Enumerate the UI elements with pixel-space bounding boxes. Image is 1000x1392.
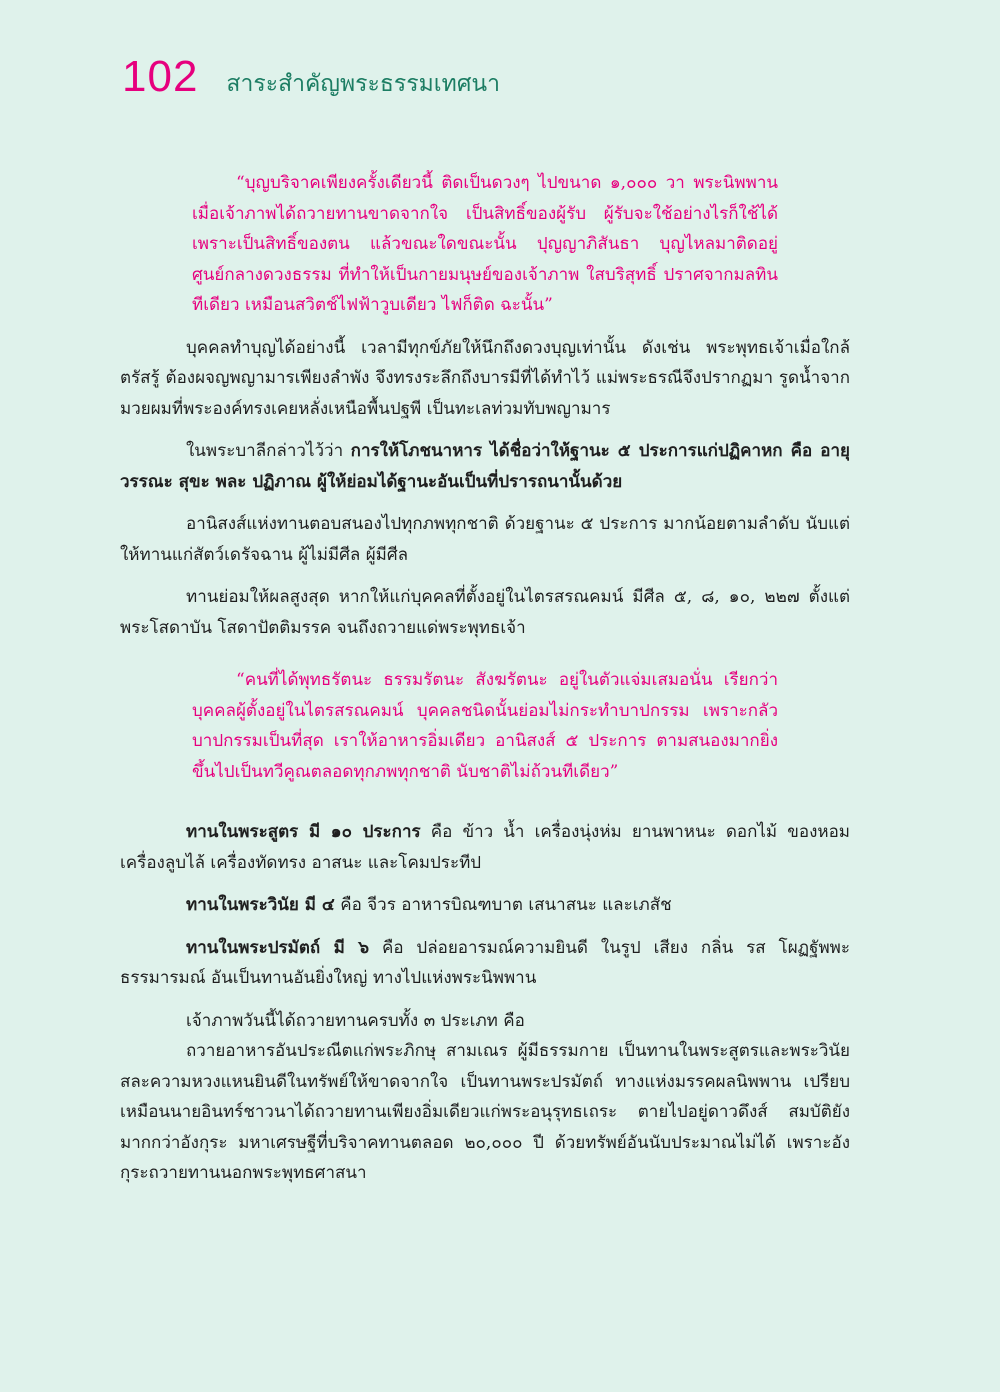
quote-text: “บุญบริจาคเพียงครั้งเดียวนี้ ติดเป็นดวงๆ ไปขนาด ๑,๐๐๐ วา พระนิพพาน เมื่อเจ้าภาพได้ถวายทานขาดจากใจ เป็นสิทธิ์ของผู้รับ ผู้รับจะใช้อย่างไรก็ใช้ได้ เพราะเป็นสิทธิ์ของตน แล้วขณะใดขณะนั้น ปุญญาภิสันธา บุญไหลมาติดอยู่ ศูนย์กลางดวงธรรม ที่ทำให้เป็นกายมนุษย์ของเจ้าภาพ ใสบริสุทธิ์ ปราศจากมลทิน ทีเดียว เหมือนสวิตช์ไฟฟ้าวูบเดียว ไฟก็ติด ฉะนั้น” [192, 173, 778, 315]
body-paragraph: ถวายอาหารอันประณีตแก่พระภิกษุ สามเณร ผู้มีธรรมกาย เป็นทานในพระสูตรและพระวินัย สละความหวงแหนยินดีในทรัพย์ให้ขาดจากใจ เป็นทานพระปรมัตถ์ ทางแห่งมรรคผลนิพพาน เปรียบเหมือนนายอินทร์ชาวนาได้ถวายทานเพียงอิ่มเดียวแก่พระอนุรุทธเถระ ตายไปอยู่ดาวดึงส์ สมบัติยังมากกว่าอังกุระ มหาเศรษฐีที่บริจาคทานตลอด ๒๐,๐๐๐ ปี ด้วยทรัพย์อันนับประมาณไม่ได้ เพราะอังกุระถวายทานนอกพระพุทธศาสนา [120, 1041, 850, 1183]
body-paragraph: บุคคลทำบุญได้อย่างนี้ เวลามีทุกข์ภัยให้นึกถึงดวงบุญเท่านั้น ดังเช่น พระพุทธเจ้าเมื่อใกล้ตรัสรู้ ต้องผจญพญามารเพียงลำพัง จึงทรงระลึกถึงบารมีที่ได้ทำไว้ แม่พระธรณีจึงปรากฏมา รูดน้ำจากมวยผมที่พระองค์ทรงเคยหลั่งเหนือพื้นปฐพี เป็นทะเลท่วมทับพญามาร [120, 337, 850, 419]
body-paragraph [120, 436, 850, 497]
paragraph-rest: คือ ปล่อยอารมณ์ความยินดี ในรูป เสียง กลิ่น รส โผฏฐัพพะ ธรรมารมณ์ อันเป็นทานอันยิ่งใหญ่ ทางไปแห่งพระนิพพาน [120, 937, 850, 988]
paragraph-rest: คือ ข้าว น้ำ เครื่องนุ่งห่ม ยานพาหนะ ดอกไม้ ของหอม เครื่องลูบไล้ เครื่องทัดทรง อาสนะ และโคมประทีป [120, 822, 850, 873]
body-paragraph [120, 817, 850, 878]
body-paragraph [120, 890, 850, 921]
page-number: 102 [122, 52, 199, 101]
page-header [122, 52, 500, 102]
bold-heading: ทานในพระวินัย มี ๔ [186, 895, 335, 915]
section-spacer [120, 799, 850, 817]
bold-heading: ทานในพระสูตร มี ๑๐ ประการ [186, 822, 421, 842]
page-body [120, 168, 850, 1201]
bold-heading: ทานในพระปรมัตถ์ มี ๖ [186, 937, 370, 958]
running-title: สาระสำคัญพระธรรมเทศนา [226, 70, 501, 96]
bold-statement: การให้โภชนาหาร ได้ชื่อว่าให้ฐานะ ๕ ประการแก่ปฏิคาหก คือ อายุ วรรณะ สุขะ พละ ปฏิภาณ ผู้ให้ย่อมได้ฐานะอันเป็นที่ปรารถนานั้นด้วย [120, 441, 850, 492]
body-paragraph [120, 933, 850, 994]
paragraph-rest: คือ จีวร อาหารบิณฑบาต เสนาสนะ และเภสัช [334, 895, 672, 915]
quote-block [192, 665, 778, 787]
body-paragraph: เจ้าภาพวันนี้ได้ถวายทานครบทั้ง ๓ ประเภท คือ [186, 1010, 525, 1031]
paragraph-lead: ในพระบาลีกล่าวไว้ว่า [186, 441, 351, 461]
quote-text: “คนที่ได้พุทธรัตนะ ธรรมรัตนะ สังฆรัตนะ อยู่ในตัวแจ่มเสมอนั่น เรียกว่า บุคคลผู้ตั้งอยู่ในไตรสรณคมน์ บุคคลชนิดนั้นย่อมไม่กระทำบาปกรรม เพราะกลัวบาปกรรมเป็นที่สุด เราให้อาหารอิ่มเดียว อานิสงส์ ๕ ประการ ตามสนองมากยิ่งขึ้นไปเป็นทวีคูณตลอดทุกภพทุกชาติ นับชาติไม่ถ้วนทีเดียว” [192, 670, 778, 782]
quote-block [192, 168, 778, 321]
body-paragraph: อานิสงส์แห่งทานตอบสนองไปทุกภพทุกชาติ ด้วยฐานะ ๕ ประการ มากน้อยตามลำดับ นับแต่ให้ทานแก่สัตว์เดรัจฉาน ผู้ไม่มีศีล ผู้มีศีล [120, 514, 850, 565]
body-paragraph: ทานย่อมให้ผลสูงสุด หากให้แก่บุคคลที่ตั้งอยู่ในไตรสรณคมน์ มีศีล ๕, ๘, ๑๐, ๒๒๗ ตั้งแต่พระโสดาบัน โสดาปัตติมรรค จนถึงถวายแด่พระพุทธเจ้า [120, 587, 850, 638]
